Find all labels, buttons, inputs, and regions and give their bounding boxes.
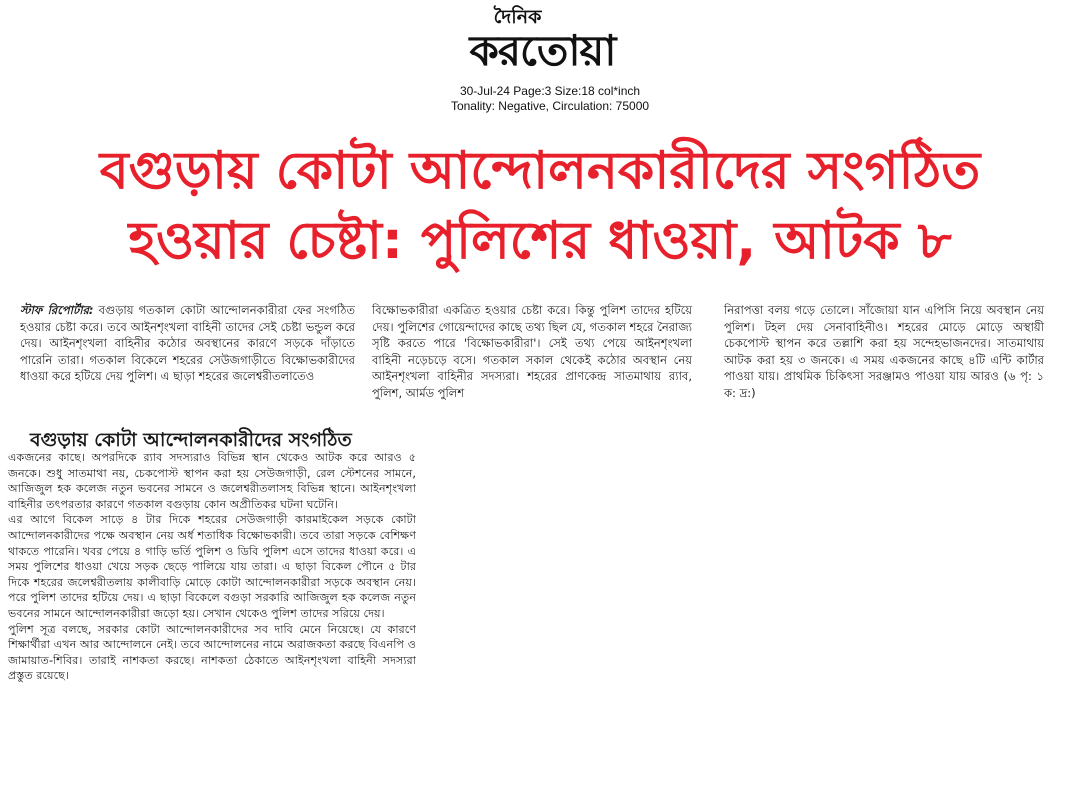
article-headline [20, 136, 1060, 276]
clipping-date-page-size: 30-Jul-24 Page:3 Size:18 col*inch [459, 84, 641, 98]
article-column-3: নিরাপত্তা বলয় গড়ে তোলে। সাঁজোয়া যান এপিসি নিয়ে অবস্থান নেয় পুলিশ। টহল দেয় সেনাবাহিনীও। শহরের মোড়ে মোড়ে অস্থায়ী চেকপোস্ট স্থাপন করে তল্লাশি করা হয় সন্দেহভাজনদের। সাতমাথায় আটক করা হয় ৩ জনকে। এ সময় একজনের কাছে ৪টি এন্টি কার্টার পাওয়া যায়। প্রাথমিক চিকিৎসা সরঞ্জামও পাওয়া যায় আরও (৬ পৃ: ১ ক: দ্র:) [724, 303, 1044, 400]
article-column-2: বিক্ষোভকারীরা একত্রিত হওয়ার চেষ্টা করে। কিন্তু পুলিশ তাদের হটিয়ে দেয়। পুলিশের গোয়েন্দাদের কাছে তথ্য ছিল যে, গতকাল শহরে নৈরাজ্য সৃষ্টি করতে পারে 'বিক্ষোভকারীরা'। সেই তথ্য পেয়ে আইনশৃংখলা বাহিনী নড়েচড়ে বসে। গতকাল সকাল থেকেই কঠোর অবস্থান নেয় আইনশৃংখলা বাহিনীর সদস্যরা। শহরের প্রাণকেন্দ্র সাতমাথায় র‌্যাব, পুলিশ, আর্মড পুলিশ [372, 303, 692, 400]
headline-line-1: বগুড়ায় কোটা আন্দোলনকারীদের সংগঠিত [99, 141, 981, 201]
clipping-metadata [380, 84, 720, 114]
continuation-paragraph-2: এর আগে বিকেল সাড়ে ৪ টার দিকে শহরের সেউজগাড়ী কারমাইকেল সড়কে কোটা আন্দোলনকারীদের পক্ষে অবস্থান নেয় অর্ধ শতাধিক বিক্ষোভকারী। তবে তারা সড়কে বেশিক্ষণ থাকতে পারেনি। খবর পেয়ে ৪ গাড়ি ভর্তি পুলিশ ও ডিবি পুলিশ এসে তাদের ধাওয়া করে। এ সময় পুলিশের ধাওয়া খেয়ে সড়ক ছেড়ে পালিয়ে যায় তারা। এ ছাড়া বিকেল পৌনে ৫ টার দিকে শহরের জলেশ্বরীতলায় কালীবাড়ি মোড়ে কোটা আন্দোলনকারীরা সড়কে অবস্থান নেয়। পরে পুলিশ তাদের হটিয়ে দেয়। এ ছাড়া বিকেলে বগুড়া সরকারি আজিজুল হক কলেজ নতুন ভবনের সামনে আন্দোলনকারীরা জড়ো হয়। সেখান থেকেও পুলিশ তাদের সরিয়ে দেয়। [8, 513, 416, 620]
headline-line-2: হওয়ার চেষ্টা: পুলিশের ধাওয়া, আটক ৮ [128, 211, 952, 271]
continuation-headline: বগুড়ায় কোটা আন্দোলনকারীদের সংগঠিত [30, 429, 352, 451]
article-byline: স্টাফ রিপোর্টার: [20, 303, 94, 317]
article-column-1-text: বগুড়ায় গতকাল কোটা আন্দোলনকারীরা ফের সংগঠিত হওয়ার চেষ্টা করে। তবে আইনশৃংখলা বাহিনী তাদের সেই চেষ্টা ভন্ডুল করে দেয়। আইনশৃংখলা বাহিনীর কঠোর অবস্থানের কারণে সড়কে দাঁড়াতে পারেনি তারা। গতকাল বিকেলে শহরের সেউজগাড়ীতে বিক্ষোভকারীদের ধাওয়া করে হটিয়ে দেয় পুলিশ। এ ছাড়া শহরের জলেশ্বরীতলাতেও [20, 303, 355, 383]
continuation-body [8, 450, 416, 684]
newspaper-masthead [400, 6, 685, 78]
continuation-paragraph-1: একজনের কাছে। অপরদিকে র‌্যাব সদস্যরাও বিভিন্ন স্থান থেকেও আটক করে আরও ৫ জনকে। শুধু সাতমাথা নয়, চেকপোস্ট স্থাপন করা হয় সেউজগাড়ী, রেল স্টেশনের সামনে, আজিজুল হক কলেজ নতুন ভবনের সামনে ও জলেশ্বরীতলাসহ বিভিন্ন স্থানে। আইনশৃংখলা বাহিনীর তৎপরতার কারণে গতকাল বগুড়ায় কোন অপ্রীতিকর ঘটনা ঘটেনি। [8, 451, 416, 511]
clipping-tonality-circulation: Tonality: Negative, Circulation: 75000 [450, 99, 650, 113]
masthead-logo-title: করতোয়া [469, 26, 616, 75]
continuation-paragraph-3: পুলিশ সূত্র বলছে, সরকার কোটা আন্দোলনকারীদের সব দাবি মেনে নিয়েছে। যে কারণে শিক্ষার্থীরা এখন আর আন্দোলনে নেই। তবে আন্দোলনের নামে অরাজকতা করছে বিএনপি ও জামায়াত-শিবির। তারাই নাশকতা করছে। নাশকতা ঠেকাতে আইনশৃংখলা বাহিনী সদস্যরা প্রস্তুত রয়েছে। [8, 622, 416, 683]
article-column-1 [20, 302, 355, 385]
masthead-daily-label: দৈনিক [493, 6, 542, 28]
